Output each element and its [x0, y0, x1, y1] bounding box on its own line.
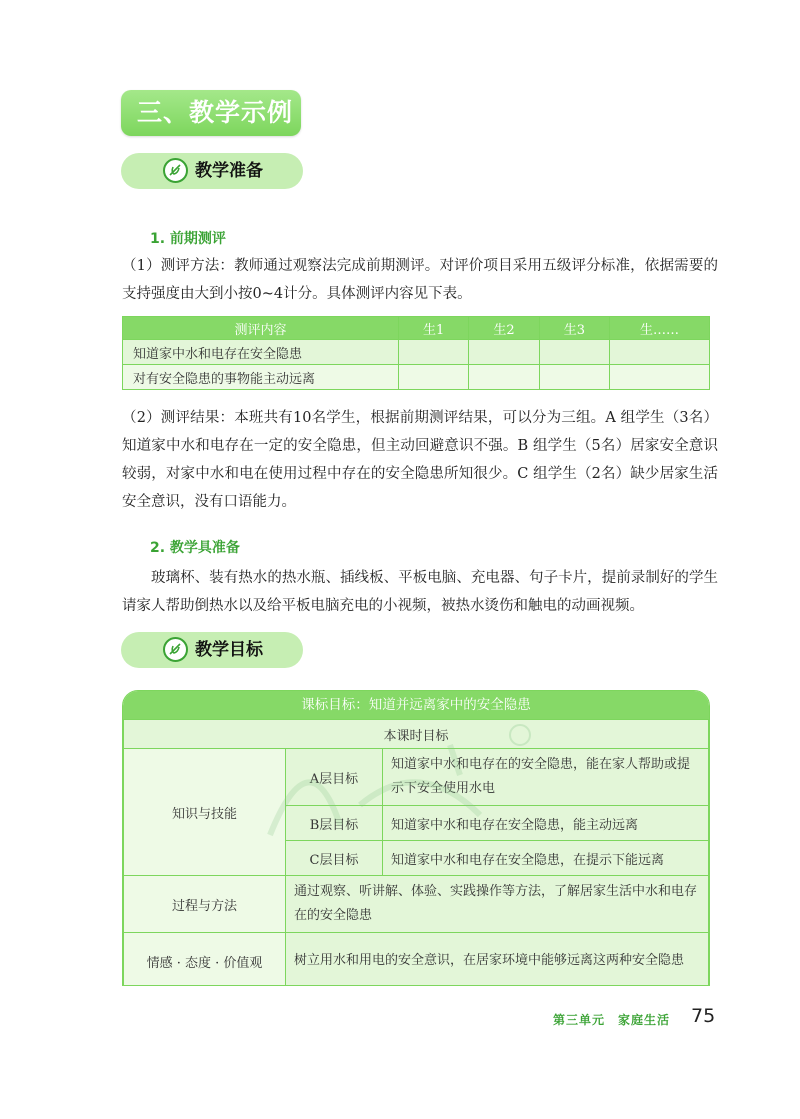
table-row: [124, 749, 709, 806]
goals-table: [122, 690, 710, 986]
prep-paragraph-materials: 玻璃杯、装有热水的热水瓶、插线板、平板电脑、充电器、句子卡片，提前录制好的学生请家人帮助倒热水以及给平板电脑充电的小视频，被热水烫伤和触电的动画视频。: [122, 570, 718, 614]
goals-knowledge-label: 知识与技能: [124, 749, 286, 876]
table-row: [124, 876, 709, 933]
leaf-icon: [163, 637, 188, 662]
goal-text-a: 知道家中水和电存在的安全隐患，能在家人帮助或提示下安全使用水电: [383, 749, 709, 806]
table-cell: 知道家中水和电存在安全隐患: [123, 340, 399, 365]
goal-text-c: 知道家中水和电存在安全隐患，在提示下能远离: [383, 841, 709, 876]
goals-process-text: 通过观察、听讲解、体验、实践操作等方法，了解居家生活中水和电存在的安全隐患: [286, 876, 709, 933]
goal-level-b: B层目标: [286, 806, 383, 841]
table-row: [124, 933, 709, 987]
page-number: 75: [691, 1005, 716, 1027]
goals-emotion-text: 树立用水和用电的安全意识，在居家环境中能够远离这两种安全隐患: [286, 933, 709, 987]
prep-subhead-materials: 2. 教学具准备: [150, 540, 240, 556]
prep-paragraph-results: （2）测评结果：本班共有10名学生，根据前期测评结果，可以分为三组。A 组学生（3名）知道家中水和电存在一定的安全隐患，但主动回避意识不强。B 组学生（5名）居家安全意识较弱，对家中水和电在使用过程中存在的安全隐患所知很少。C 组学生（2名）缺少居家生活安全意识，没有口语能力。: [122, 410, 718, 510]
table-header: 生1: [399, 317, 469, 340]
goal-level-a: A层目标: [286, 749, 383, 806]
table-row: [123, 365, 710, 390]
prep-heading: 教学准备: [195, 161, 263, 181]
goals-heading: 教学目标: [195, 640, 263, 660]
evaluation-table: [122, 316, 710, 390]
table-cell: 对有安全隐患的事物能主动远离: [123, 365, 399, 390]
table-header: 生……: [610, 317, 710, 340]
table-header: 测评内容: [123, 317, 399, 340]
goals-process-label: 过程与方法: [124, 876, 286, 933]
goals-heading-pill: [121, 632, 303, 668]
table-header: 生2: [469, 317, 539, 340]
leaf-icon: [163, 158, 188, 183]
section-title: 三、教学示例: [121, 90, 301, 136]
table-header: 生3: [539, 317, 609, 340]
goal-text-b: 知道家中水和电存在安全隐患，能主动远离: [383, 806, 709, 841]
goal-level-c: C层目标: [286, 841, 383, 876]
prep-heading-pill: [121, 153, 303, 189]
goals-emotion-label: 情感 · 态度 · 价值观: [124, 933, 286, 987]
prep-subhead-evaluation: 1. 前期测评: [150, 231, 226, 247]
goals-subheader: 本课时目标: [124, 720, 709, 749]
prep-paragraph-method: （1）测评方法：教师通过观察法完成前期测评。对评价项目采用五级评分标准，依据需要的支持强度由大到小按0~4计分。具体测评内容见下表。: [122, 258, 718, 302]
goals-table-header: 课标目标：知道并远离家中的安全隐患: [123, 691, 709, 719]
table-row: [123, 340, 710, 365]
footer-unit-label: 第三单元 家庭生活: [553, 1013, 671, 1027]
